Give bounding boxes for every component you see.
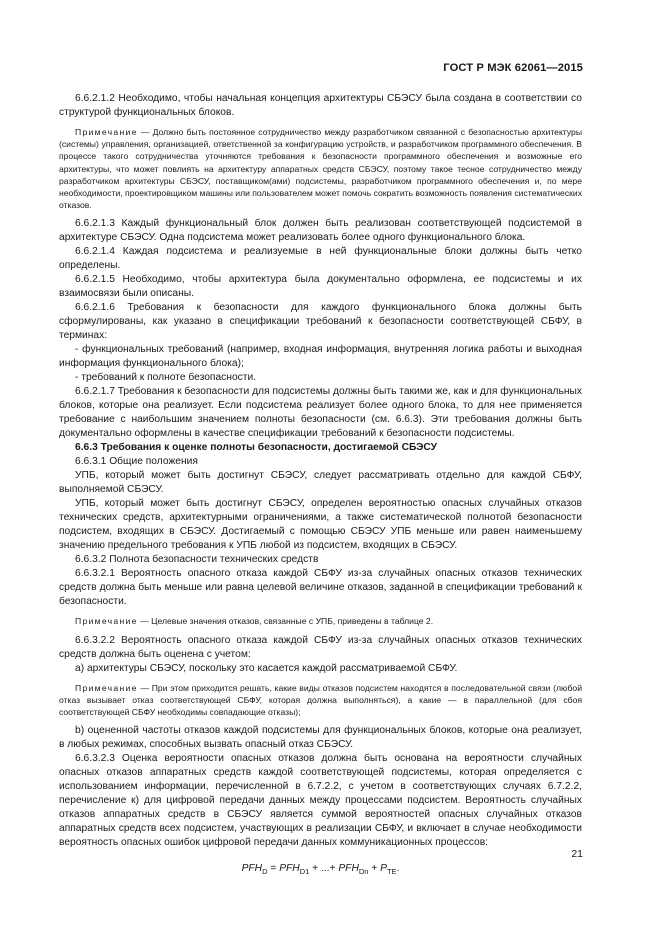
formula-subscript: D1 [299, 867, 310, 877]
formula-term: PFH [279, 863, 300, 875]
clause-6-6-2-1-2: 6.6.2.1.2 Необходимо, чтобы начальная концепция архитектуры СБЭСУ была создана в соответствии со структурой функциональных блоков. [59, 93, 582, 118]
formula-term: PFH [338, 863, 359, 875]
paragraph: УПБ, который может быть достигнут СБЭСУ, следует рассматривать отдельно для каждой СБФУ, выполняемой СБЭСУ. [59, 470, 582, 496]
formula-operator: . [396, 863, 400, 875]
clause-6-6-3-2-3: 6.6.3.2.3 Оценка вероятности опасных отказов должна быть основана на вероятности случайных опасных отказов аппаратных средств каждой соответствующей подсистемы, которая определяется с использованием информации, перечисленной в 6.7.2.2, с учетом в соответствующих случаях 6.7.2.2, перечисление к) для цифровой передачи данных между процессами подсистем. Вероятность случайных отказов аппаратных средств в СБЭСУ является суммой вероятностей опасных случайных отказов аппаратных средств всех подсистем, участвующих в реализации СБФУ, и включает в случае необходимости вероятность опасных ошибок цифровой передачи данных коммуникационных процессов: [59, 753, 582, 849]
formula-pfh [59, 862, 582, 879]
note-text: — Должно быть постоянное сотрудничество между разработчиком связанной с безопасностью архитектуры (системы) управления, организацией, ответственной за конфигурацию устройств, и разработчиком программного обеспечения. В процессе такого сотрудничества уточняются требования к безопасности программного обеспечения и возможные его архитектуры, что может повлиять на архитектуру аппаратных средств СБЭСУ, поэтому такое тесное сотрудничество между разработчиком архитектуры СБЭСУ, поставщиком(ами) подсистемы, разработчиком программного обеспечения и, по мере необходимости, проектировщиком машины или пользователем может помочь сократить возможность появления систематических отказов. [59, 127, 582, 211]
clause-6-6-2-1-3: 6.6.2.1.3 Каждый функциональный блок должен быть реализован соответствующей подсистемой в архитектуре СБЭСУ. Одна подсистема может реализовать более одного функционального блока. [59, 218, 582, 244]
list-item-b: b) оцененной частоты отказов каждой подсистемы для функциональных блоков, которые она реализует, в любых режимах, способных вызвать опасный отказ СБЭСУ. [59, 725, 582, 751]
clause-6-6-3-2-2: 6.6.3.2.2 Вероятность опасного отказа каждой СБФУ из-за случайных опасных отказов технических средств должна быть оценена с учетом: [59, 634, 582, 660]
clause-6-6-2-1-4: 6.6.2.1.4 Каждая подсистема и реализуемые в ней функциональные блоки должны быть четко определены. [59, 246, 582, 272]
note-label: Примечание [75, 127, 138, 137]
note-1 [59, 126, 582, 211]
note-2 [59, 615, 582, 627]
formula-subscript: D [262, 867, 268, 877]
clause-6-6-3-2-1: 6.6.3.2.1 Вероятность опасного отказа каждой СБФУ из-за случайных опасных отказов технических средств должна быть меньше или равна целевой величине отказов, заданной в спецификации требований к безопасности. [59, 568, 582, 608]
formula-operator: + ...+ [309, 863, 339, 875]
subsection-heading-6-6-3-1: 6.6.3.1 Общие положения [75, 456, 198, 468]
list-item: - функциональных требований (например, входная информация, внутренняя логика работы и выходная информация функционального блока); [59, 344, 582, 370]
clause-6-6-2-1-7: 6.6.2.1.7 Требования к безопасности для подсистемы должны быть такими же, как и для функциональных блоков, которые она реализует. Если подсистема реализует более одного блока, то для нее применяется требование с наибольшим значением полноты безопасности (см. 6.6.3). Эти требования должны быть документально оформлены в качестве спецификации требований к безопасности подсистемы. [59, 386, 583, 440]
formula-subscript: Dn [358, 867, 369, 877]
formula-operator: + [368, 863, 381, 875]
formula-term: PFH [241, 863, 263, 875]
page-body [59, 92, 582, 879]
section-heading-6-6-3: 6.6.3 Требования к оценке полноты безопасности, достигаемой СБЭСУ [75, 442, 438, 454]
note-text: — Целевые значения отказов, связанные с УПБ, приведены в таблице 2. [137, 616, 434, 627]
list-item-a: а) архитектуры СБЭСУ, поскольку это касается каждой рассматриваемой СБФУ. [75, 662, 458, 674]
clause-6-6-2-1-5: 6.6.2.1.5 Необходимо, чтобы архитектура была документально оформлена, ее подсистемы и их взаимосвязи были описаны. [59, 274, 582, 300]
paragraph: УПБ, который может быть достигнут СБЭСУ, определен вероятностью опасных случайных отказов технических средств, архитектурными ограничениями, а также систематической полнотой безопасности подсистем, входящих в СБЭСУ. Достигаемый с помощью СБЭСУ УПБ меньше или равен наименьшему значению предельного требования к УПБ любой из подсистем, входящих в СБЭСУ. [59, 498, 582, 552]
page-number: 21 [571, 848, 583, 860]
note-label: Примечание [75, 682, 138, 693]
note-text: — При этом приходится решать, какие виды отказов подсистем находятся в последовательной связи (любой отказ вызывает отказ соответствующей СБФУ, которая должна выполняться), а какие — в параллельной (для сбоя соответствующей СБФУ необходимы совпадающие отказы); [59, 682, 582, 718]
formula-subscript: TE [386, 867, 397, 877]
note-label: Примечание [75, 616, 138, 627]
document-header: ГОСТ Р МЭК 62061—2015 [443, 62, 583, 74]
list-item: - требований к полноте безопасности. [75, 372, 257, 384]
formula-term: P [380, 863, 387, 875]
note-3 [59, 682, 582, 719]
formula-operator: = [267, 863, 280, 875]
clause-6-6-2-1-6: 6.6.2.1.6 Требования к безопасности для каждого функционального блока должны быть сформулированы, как указано в спецификации требований к безопасности соответствующей СБФУ, в терминах: [59, 302, 582, 342]
subsection-heading-6-6-3-2: 6.6.3.2 Полнота безопасности технических средств [75, 554, 319, 566]
